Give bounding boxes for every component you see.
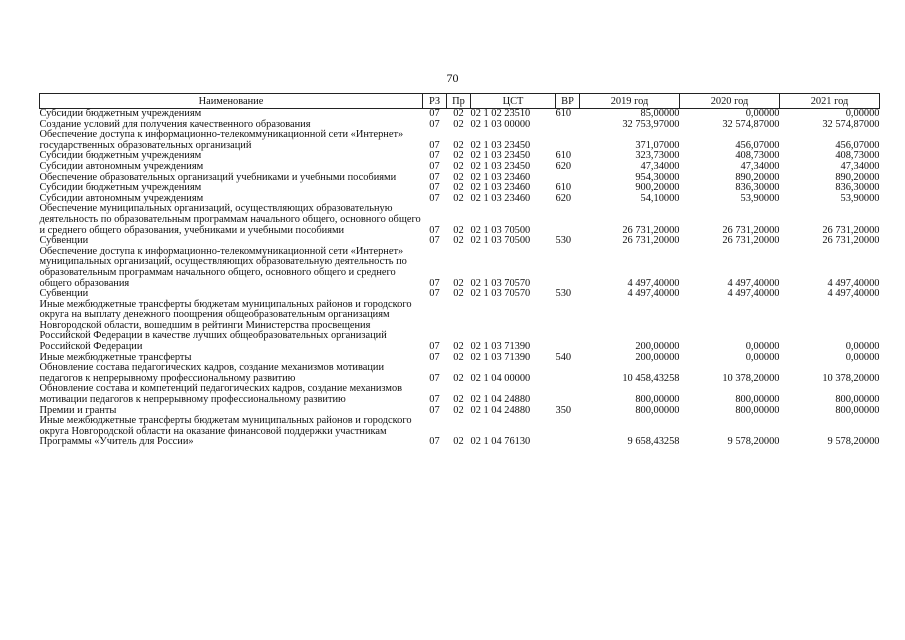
cell-y2020: 0,00000: [745, 341, 780, 353]
cell-y2020: 890,20000: [735, 171, 780, 183]
cell-y2021: 0,00000: [845, 108, 880, 119]
cell-name: Субсидии бюджетным учреждениям: [39, 150, 202, 162]
cell-vr: [556, 130, 580, 151]
cell-vr: [556, 363, 580, 384]
cell-pr: 02: [453, 404, 464, 416]
cell-pr: 02: [453, 182, 464, 194]
header-pr: Пр: [447, 94, 471, 109]
cell-vr: [556, 384, 580, 405]
cell-y2019: 4 497,40000: [627, 277, 680, 289]
cell-name: Обеспечение муниципальных организаций, осуществляющих образовательную деятельность по образовательным программам начального общего, основного общего и среднего общего образования, учебниками и учебными пособиями: [39, 203, 421, 236]
cell-rz: 07: [429, 404, 440, 416]
cell-name: Субсидии автономным учреждениям: [39, 192, 204, 204]
cell-pr: 02: [453, 192, 464, 204]
cell-y2021: 408,73000: [835, 150, 880, 162]
budget-table: [39, 93, 880, 448]
cell-name: Иные межбюджетные трансферты: [39, 351, 192, 363]
cell-cst: 02 1 03 70500: [470, 235, 531, 247]
table-row: [40, 363, 880, 384]
cell-cst: 02 1 04 00000: [470, 372, 531, 384]
cell-vr: 610: [555, 150, 572, 162]
cell-pr: 02: [453, 235, 464, 247]
cell-rz: 07: [429, 224, 440, 236]
header-rz: РЗ: [423, 94, 447, 109]
header-2021: 2021 год: [780, 94, 880, 109]
cell-vr: 530: [555, 235, 572, 247]
cell-y2021: 890,20000: [835, 171, 880, 183]
cell-y2019: 800,00000: [635, 394, 680, 406]
cell-pr: 02: [453, 224, 464, 236]
cell-vr: [556, 204, 580, 236]
cell-y2020: 836,30000: [735, 182, 780, 194]
cell-y2019: 323,73000: [635, 150, 680, 162]
cell-vr: 620: [555, 160, 572, 172]
cell-cst: 02 1 03 70500: [470, 224, 531, 236]
cell-vr: [556, 300, 580, 353]
cell-vr: 610: [555, 108, 572, 119]
cell-rz: 07: [429, 108, 440, 119]
cell-pr: 02: [453, 108, 464, 119]
cell-y2019: 32 753,97000: [622, 118, 680, 130]
cell-cst: 02 1 03 23460: [470, 182, 531, 194]
cell-vr: 610: [555, 182, 572, 194]
cell-name: Субсидии автономным учреждениям: [39, 160, 204, 172]
table-row: [40, 416, 880, 448]
cell-name: Обновление состава и компетенций педагогических кадров, создание механизмов мотивации педагогов к непрерывному профессиональному развитию: [39, 383, 403, 406]
cell-pr: 02: [453, 341, 464, 353]
cell-cst: 02 1 03 23460: [470, 171, 531, 183]
cell-pr: 02: [453, 436, 464, 448]
cell-name: Премии и гранты: [39, 404, 117, 416]
cell-y2021: 800,00000: [835, 404, 880, 416]
cell-y2021: 32 574,87000: [822, 118, 880, 130]
cell-name: Субвенции: [39, 288, 89, 300]
cell-rz: 07: [429, 182, 440, 194]
cell-rz: 07: [429, 341, 440, 353]
cell-rz: 07: [429, 436, 440, 448]
cell-rz: 07: [429, 139, 440, 151]
cell-y2021: 4 497,40000: [827, 277, 880, 289]
cell-pr: 02: [453, 160, 464, 172]
cell-y2021: 0,00000: [845, 341, 880, 353]
cell-name: Обеспечение доступа к информационно-телекоммуникационной сети «Интернет» муниципальных организаций, осуществляющих образовательную деятельность по образовательным программам начального общего, основного общего и среднего общего образования: [39, 245, 407, 289]
cell-rz: 07: [429, 192, 440, 204]
cell-name: Обеспечение образовательных организаций учебниками и учебными пособиями: [39, 171, 397, 183]
cell-y2019: 10 458,43258: [622, 372, 680, 384]
cell-y2020: 10 378,20000: [722, 372, 780, 384]
table-row: [40, 247, 880, 289]
cell-y2021: 53,90000: [840, 192, 880, 204]
cell-cst: 02 1 04 24880: [470, 404, 531, 416]
cell-rz: 07: [429, 394, 440, 406]
cell-name: Иные межбюджетные трансферты бюджетам муниципальных районов и городского округа Новгородской области на оказание финансовой поддержки участникам Программы «Учитель для России»: [39, 415, 412, 448]
cell-cst: 02 1 03 23450: [470, 160, 531, 172]
table-row: [40, 162, 880, 173]
cell-cst: 02 1 03 23450: [470, 139, 531, 151]
cell-rz: 07: [429, 372, 440, 384]
cell-y2020: 26 731,20000: [722, 235, 780, 247]
table-row: [40, 109, 880, 120]
cell-cst: 02 1 04 76130: [470, 436, 531, 448]
cell-pr: 02: [453, 150, 464, 162]
cell-rz: 07: [429, 351, 440, 363]
header-2019: 2019 год: [580, 94, 680, 109]
cell-vr: [556, 120, 580, 131]
cell-rz: 07: [429, 150, 440, 162]
cell-y2020: 9 578,20000: [727, 436, 780, 448]
table-row: [40, 384, 880, 405]
cell-y2019: 26 731,20000: [622, 224, 680, 236]
table-header-row: [40, 94, 880, 109]
cell-y2019: 4 497,40000: [627, 288, 680, 300]
cell-rz: 07: [429, 118, 440, 130]
cell-y2019: 200,00000: [635, 351, 680, 363]
cell-cst: 02 1 03 71390: [470, 351, 531, 363]
cell-name: Иные межбюджетные трансферты бюджетам муниципальных районов и городского округа на выплату денежного поощрения общеобразовательным организациям Новгородской области, вошедшим в рейтинги Министерства просвещения Российской Федерации в качестве лучших общеобразовательных организаций Российской Федерации: [39, 298, 412, 353]
table-body: [40, 109, 880, 449]
cell-y2020: 800,00000: [735, 404, 780, 416]
cell-cst: 02 1 04 24880: [470, 394, 531, 406]
cell-rz: 07: [429, 171, 440, 183]
cell-y2020: 4 497,40000: [727, 288, 780, 300]
cell-y2019: 200,00000: [635, 341, 680, 353]
cell-name: Обеспечение доступа к информационно-телекоммуникационной сети «Интернет» государственных образовательных организаций: [39, 129, 404, 151]
cell-cst: 02 1 03 70570: [470, 288, 531, 300]
cell-y2021: 9 578,20000: [827, 436, 880, 448]
cell-y2019: 54,10000: [640, 192, 680, 204]
cell-y2020: 456,07000: [735, 139, 780, 151]
cell-y2019: 800,00000: [635, 404, 680, 416]
cell-name: Субсидии бюджетным учреждениям: [39, 182, 202, 194]
cell-y2019: 9 658,43258: [627, 436, 680, 448]
cell-cst: 02 1 03 23450: [470, 150, 531, 162]
cell-pr: 02: [453, 288, 464, 300]
cell-y2019: 47,34000: [640, 160, 680, 172]
cell-y2021: 456,07000: [835, 139, 880, 151]
cell-y2021: 47,34000: [840, 160, 880, 172]
cell-y2019: 954,30000: [635, 171, 680, 183]
cell-vr: [556, 416, 580, 448]
cell-pr: 02: [453, 351, 464, 363]
cell-y2021: 0,00000: [845, 351, 880, 363]
cell-cst: 02 1 03 71390: [470, 341, 531, 353]
cell-cst: 02 1 03 00000: [470, 118, 531, 130]
cell-y2020: 4 497,40000: [727, 277, 780, 289]
cell-y2019: 371,07000: [635, 139, 680, 151]
page-number: 70: [446, 71, 459, 85]
cell-vr: 620: [555, 192, 572, 204]
cell-y2020: 800,00000: [735, 394, 780, 406]
cell-pr: 02: [453, 277, 464, 289]
cell-rz: 07: [429, 235, 440, 247]
cell-vr: 530: [555, 288, 572, 300]
cell-cst: 02 1 03 70570: [470, 277, 531, 289]
cell-rz: 07: [429, 277, 440, 289]
table-row: [40, 300, 880, 353]
cell-y2021: 10 378,20000: [822, 372, 880, 384]
cell-name: Создание условий для получения качественного образования: [39, 118, 311, 130]
cell-pr: 02: [453, 171, 464, 183]
cell-y2020: 53,90000: [740, 192, 780, 204]
cell-name: Субвенции: [39, 235, 89, 247]
cell-pr: 02: [453, 394, 464, 406]
cell-y2021: 26 731,20000: [822, 235, 880, 247]
cell-pr: 02: [453, 118, 464, 130]
header-2020: 2020 год: [680, 94, 780, 109]
table-row: [40, 204, 880, 236]
cell-y2019: 26 731,20000: [622, 235, 680, 247]
cell-vr: 540: [555, 351, 572, 363]
cell-y2020: 47,34000: [740, 160, 780, 172]
cell-cst: 02 1 03 23460: [470, 192, 531, 204]
cell-y2020: 0,00000: [745, 351, 780, 363]
header-vr: ВР: [556, 94, 580, 109]
cell-y2020: 0,00000: [745, 108, 780, 119]
cell-pr: 02: [453, 139, 464, 151]
cell-vr: [556, 247, 580, 289]
cell-cst: 02 1 02 23510: [470, 108, 531, 119]
cell-y2020: 32 574,87000: [722, 118, 780, 130]
cell-y2019: 900,20000: [635, 182, 680, 194]
table-row: [40, 130, 880, 151]
cell-name: Обновление состава педагогических кадров, создание механизмов мотивации педагогов к непрерывному профессиональному развитию: [39, 362, 385, 384]
cell-y2020: 26 731,20000: [722, 224, 780, 236]
cell-rz: 07: [429, 288, 440, 300]
cell-vr: 350: [555, 404, 572, 416]
cell-y2021: 26 731,20000: [822, 224, 880, 236]
header-name: Наименование: [40, 94, 423, 109]
cell-y2021: 836,30000: [835, 182, 880, 194]
cell-name: Субсидии бюджетным учреждениям: [39, 108, 202, 119]
cell-y2021: 800,00000: [835, 394, 880, 406]
cell-y2021: 4 497,40000: [827, 288, 880, 300]
cell-y2020: 408,73000: [735, 150, 780, 162]
header-cst: ЦСТ: [471, 94, 556, 109]
cell-rz: 07: [429, 160, 440, 172]
cell-y2019: 85,00000: [640, 108, 680, 119]
cell-pr: 02: [453, 372, 464, 384]
